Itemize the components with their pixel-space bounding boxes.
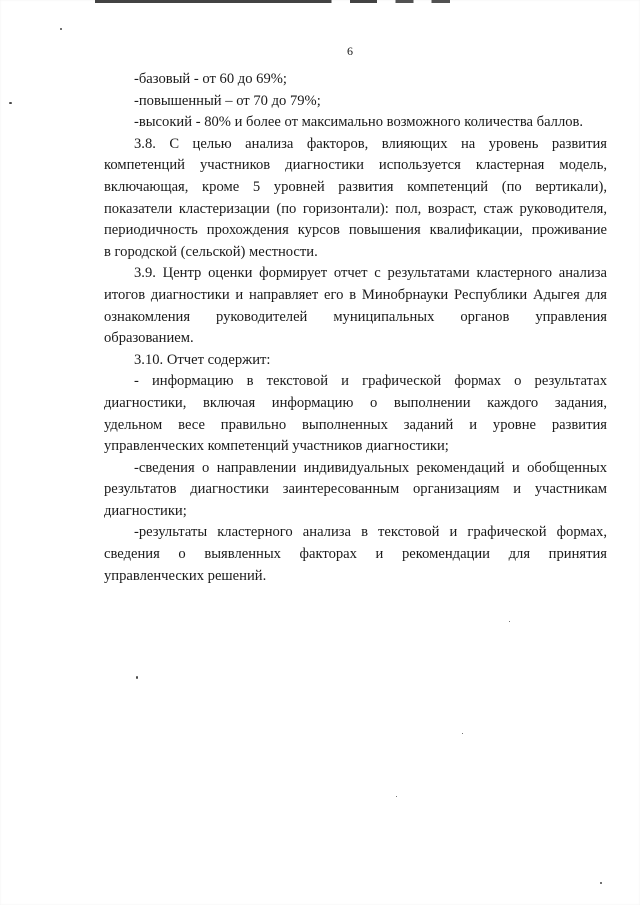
text-line: показатели кластеризации (по горизонтали): пол, возраст, стаж руководителя, [104, 200, 607, 217]
text-line: в городской (сельской) местности. [104, 243, 318, 260]
page-number: 6 [347, 44, 353, 58]
text-line: образованием. [104, 330, 194, 347]
text-line: 3.10. Отчет содержит: [134, 351, 271, 368]
text-line: управленческих решений. [104, 567, 267, 584]
scan-speck [9, 102, 12, 104]
scan-speck [136, 676, 138, 679]
text-line: диагностики, включая информацию о выполнении каждого задания, [104, 394, 607, 411]
text-line: ознакомления руководителей муниципальных органов управления [104, 308, 607, 325]
text-line: -повышенный – от 70 до 79%; [134, 92, 321, 109]
scan-speck [396, 796, 397, 797]
scan-speck [509, 621, 510, 622]
text-line: управленческих компетенций участников диагностики; [104, 438, 449, 455]
scan-speck [462, 733, 463, 734]
text-line: -сведения о направлении индивидуальных рекомендаций и обобщенных [134, 459, 607, 476]
scan-speck [600, 882, 602, 884]
text-line: диагностики; [104, 502, 187, 519]
top-scan-line [95, 0, 550, 3]
text-line: удельном весе правильно выполненных заданий и уровне развития [104, 416, 607, 433]
text-line: включающая, кроме 5 уровней развития компетенций (по вертикали), [104, 178, 607, 195]
text-line: периодичность прохождения курсов повышения квалификации, проживание [104, 222, 607, 239]
text-line: - информацию в текстовой и графической формах о результатах [134, 373, 607, 390]
text-line: результатов диагностики заинтересованным организациям и участникам [104, 481, 607, 498]
text-line: 3.8. С целью анализа факторов, влияющих на уровень развития [134, 135, 607, 152]
text-line: -базовый - от 60 до 69%; [134, 71, 287, 87]
text-line: итогов диагностики и направляет его в Минобрнауки Республики Адыгея для [104, 286, 607, 303]
text-line: 3.9. Центр оценки формирует отчет с результатами кластерного анализа [134, 265, 607, 282]
text-line: компетенций участников диагностики используется кластерная модель, [104, 157, 607, 174]
text-line: -высокий - 80% и более от максимально возможного количества баллов. [134, 114, 584, 131]
scan-speck [60, 28, 62, 30]
text-line: -результаты кластерного анализа в текстовой и графической формах, [134, 524, 607, 541]
document-body [104, 69, 607, 587]
text-line: сведения о выявленных факторах и рекомендации для принятия [104, 546, 607, 563]
